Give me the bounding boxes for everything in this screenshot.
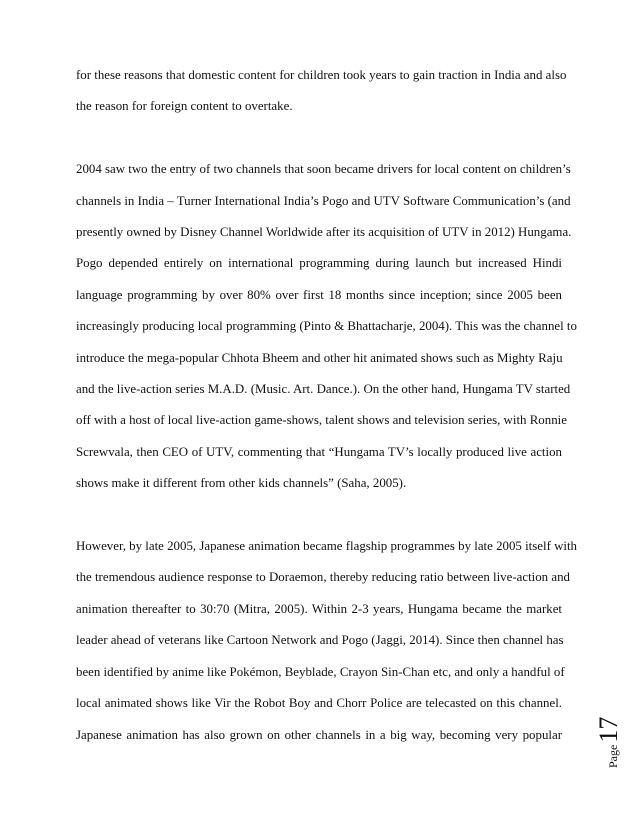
paragraph-2 [76, 154, 577, 499]
text-line: channels in India – Turner International India’s Pogo and UTV Software Communication’s (and [76, 193, 571, 208]
text-line: 2004 saw two the entry of two channels that soon became drivers for local content on children’s [76, 162, 571, 177]
text-line: Screwvala, then CEO of UTV, commenting that “Hungama TV’s locally produced live action [76, 444, 562, 459]
document-body [76, 60, 577, 751]
text-line: language programming by over 80% over first 18 months since inception; since 2005 been [76, 287, 562, 302]
text-line: However, by late 2005, Japanese animation became flagship programmes by late 2005 itself with [76, 539, 577, 554]
page-number-value: 17 [594, 716, 623, 743]
text-line: the reason for foreign content to overtake. [76, 99, 293, 114]
text-line: the tremendous audience response to Doraemon, thereby reducing ratio between live-action and [76, 570, 570, 585]
paragraph-3 [76, 531, 577, 751]
text-line: been identified by anime like Pokémon, Beyblade, Crayon Sin-Chan etc, and only a handful of [76, 664, 565, 679]
text-line: presently owned by Disney Channel Worldwide after its acquisition of UTV in 2012) Hungama. [76, 225, 572, 240]
page-number [586, 658, 626, 768]
page-number-rotated [594, 717, 624, 768]
text-line: and the live-action series M.A.D. (Music. Art. Dance.). On the other hand, Hungama TV started [76, 382, 571, 397]
text-line: local animated shows like Vir the Robot Boy and Chorr Police are telecasted on this channel. [76, 696, 562, 711]
text-line: leader ahead of veterans like Cartoon Network and Pogo (Jaggi, 2014). Since then channel has [76, 633, 564, 648]
text-line: Japanese animation has also grown on other channels in a big way, becoming very popular [76, 727, 562, 742]
text-line: introduce the mega-popular Chhota Bheem and other hit animated shows such as Mighty Raju [76, 350, 563, 365]
text-line: Pogo depended entirely on international programming during launch but increased Hindi [76, 256, 562, 271]
paragraph-1 [76, 60, 567, 123]
text-line: increasingly producing local programming (Pinto & Bhattacharje, 2004). This was the channel to [76, 319, 577, 334]
text-line: shows make it different from other kids channels” (Saha, 2005). [76, 476, 407, 491]
page-label: Page [606, 744, 620, 768]
text-line: off with a host of local live-action game-shows, talent shows and television series, with Ronnie [76, 413, 567, 428]
text-line: for these reasons that domestic content for children took years to gain traction in India and also [76, 68, 567, 82]
text-line: animation thereafter to 30:70 (Mitra, 2005). Within 2-3 years, Hungama became the market [76, 601, 562, 616]
